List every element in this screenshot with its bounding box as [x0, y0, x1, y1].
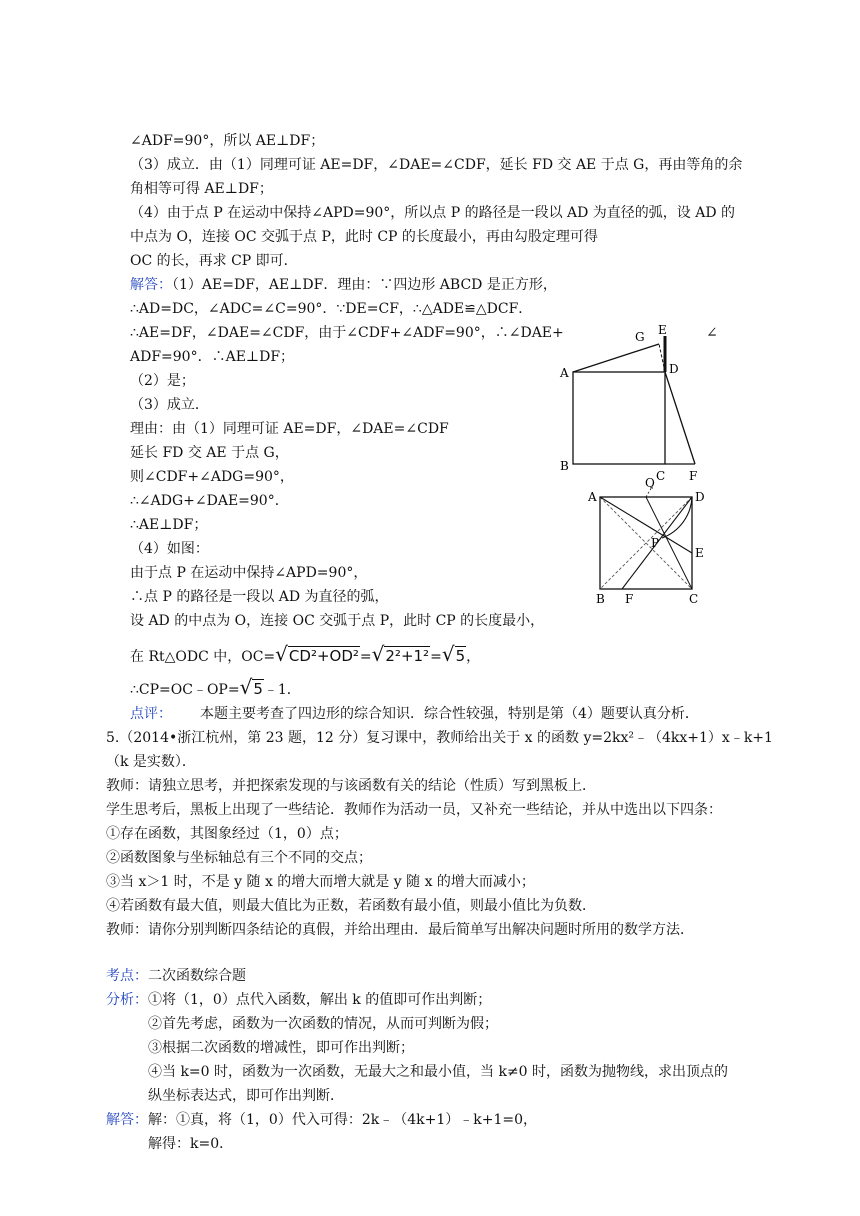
jieda-text-1: 解：①真，将（1，0）代入可得：2k﹣（4k+1）﹣k+1=0，: [148, 1112, 537, 1128]
answer-line-1: [130, 275, 557, 295]
answer-line-13: 由于点 P 在运动中保持∠APD=90°，: [130, 565, 368, 581]
fig2-label-b: B: [596, 592, 605, 606]
problem5-line-3: 教师：请独立思考，并把探索发现的与该函数有关的结论（性质）写到黑板上．: [106, 778, 596, 794]
analysis-line-6: OC 的长，再求 CP 即可．: [130, 253, 298, 269]
comment-text: 本题主要考查了四边形的综合知识．综合性较强，特别是第（4）题要认真分析．: [200, 706, 699, 722]
formula-cp-prefix: ∴CP=OC﹣OP=: [130, 682, 240, 698]
analysis-line-3: 角相等可得 AE⊥DF；: [130, 181, 273, 197]
radicand-2: 2²+1²: [385, 647, 430, 665]
formula-end: ，: [466, 649, 481, 665]
fenxi-line-4: ④当 k=0 时，函数为一次函数，无最大之和最小值，当 k≠0 时，函数为抛物线，求出顶点的: [148, 1064, 729, 1080]
comment-label: 点评：: [130, 706, 172, 722]
comment-line: [130, 704, 699, 724]
answer-line-7: 理由：由（1）同理可证 AE=DF，∠DAE=∠CDF: [130, 421, 449, 437]
analysis-line-2: （3）成立．由（1）同理可证 AE=DF，∠DAE=∠CDF，延长 FD 交 AE 于点 G，再由等角的余: [130, 157, 743, 173]
fig1-label-f: F: [689, 469, 698, 483]
fenxi-label: 分析：: [106, 992, 148, 1008]
sqrt-sign-2: √: [371, 642, 385, 666]
radicand-4: 5: [253, 680, 263, 698]
formula-cp-end: ﹣1．: [263, 682, 301, 698]
fenxi-line-2: ②首先考虑，函数为一次函数的情况，从而可判断为假；: [148, 1016, 498, 1032]
figure-square-1: [555, 320, 705, 485]
answer-line-14: ∴点 P 的路径是一段以 AD 为直径的弧，: [130, 589, 389, 605]
fig1-label-e: E: [658, 323, 667, 337]
analysis-line-4: （4）由于点 P 在运动中保持∠APD=90°，所以点 P 的路径是一段以 AD 为直径的弧，设 AD 的: [130, 205, 736, 221]
answer-line-9: 则∠CDF+∠ADG=90°，: [130, 469, 294, 485]
answer-text-1: （1）AE=DF，AE⊥DF．理由：∵四边形 ABCD 是正方形，: [172, 277, 557, 293]
kaodian-text: 二次函数综合题: [148, 968, 246, 984]
radicand-1: CD²+OD²: [288, 647, 359, 665]
fig1-label-b: B: [560, 459, 569, 473]
segment-df: [665, 372, 695, 464]
problem5-line-4: 学生思考后，黑板上出现了一些结论．教师作为活动一员，又补充一些结论，并从中选出以下四条：: [106, 802, 722, 818]
answer-formula-cp: [130, 677, 301, 700]
answer-line-5: （2）是；: [130, 373, 195, 389]
answer-line-10: ∴∠ADG+∠DAE=90°．: [130, 493, 289, 509]
radicand-3: 5: [455, 647, 466, 665]
segment-ag: [573, 344, 659, 372]
fig2-label-d: D: [695, 490, 705, 504]
fig2-label-e: E: [695, 546, 704, 560]
answer-line-3b: ∠: [706, 325, 718, 341]
answer-label: 解答：: [130, 277, 172, 293]
answer-line-11: ∴AE⊥DF；: [130, 517, 208, 533]
fig2-label-c: C: [689, 592, 699, 606]
answer-line-3a: ∴AE=DF，∠DAE=∠CDF，由于∠CDF+∠ADF=90°，∴∠DAE+: [130, 325, 564, 341]
answer-line-4: ADF=90°．∴AE⊥DF；: [130, 349, 295, 365]
analysis-line-1: ∠ADF=90°，所以 AE⊥DF；: [130, 133, 325, 149]
fig1-label-a: A: [560, 366, 569, 380]
kaodian-label: 考点：: [106, 968, 148, 984]
formula-oc-prefix: 在 Rt△ODC 中，OC=: [130, 649, 276, 665]
fenxi-line-1: [106, 990, 491, 1010]
answer-line-8: 延长 FD 交 AE 于点 G，: [130, 445, 289, 461]
problem5-line-7: ③当 x＞1 时，不是 y 随 x 的增大而增大就是 y 随 x 的增大而减小；: [106, 874, 535, 890]
jieda-line-1: [106, 1110, 537, 1130]
jieda-label: 解答：: [106, 1112, 148, 1128]
fig1-label-c: C: [656, 469, 666, 483]
formula-eq-1: =: [359, 649, 372, 665]
analysis-line-5: 中点为 O，连接 OC 交弧于点 P，此时 CP 的长度最小，再由勾股定理可得: [130, 229, 598, 245]
answer-formula-oc: [130, 644, 480, 667]
answer-line-15: 设 AD 的中点为 O，连接 OC 交弧于点 P，此时 CP 的长度最小，: [130, 613, 545, 629]
fig1-label-g: G: [635, 330, 645, 344]
problem5-line-5: ①存在函数，其图象经过（1，0）点；: [106, 826, 348, 842]
fig2-label-q: Q: [645, 476, 655, 490]
fenxi-line-3: ③根据二次函数的增减性，即可作出判断；: [148, 1040, 414, 1056]
problem5-line-8: ④若函数有最大值，则最大值比为正数，若函数有最小值，则最小值比为负数．: [106, 898, 596, 914]
fenxi-text-1: ①将（1，0）点代入函数，解出 k 的值即可作出判断；: [148, 992, 492, 1008]
kaodian-line: [106, 966, 246, 986]
answer-line-6: （3）成立．: [130, 397, 209, 413]
problem5-line-1: 5.（2014•浙江杭州，第 23 题，12 分）复习课中，教师给出关于 x 的函数 y=2kx²﹣（4kx+1）x﹣k+1: [106, 730, 773, 746]
fig2-label-p: P: [651, 536, 660, 550]
problem5-line-2: （k 是实数）．: [106, 754, 196, 770]
fig2-label-a: A: [588, 490, 597, 504]
sqrt-sign-1: √: [275, 642, 288, 666]
problem5-line-9: 教师：请你分别判断四条结论的真假，并给出理由．最后简单写出解决问题时所用的数学方法．: [106, 922, 694, 938]
problem5-line-6: ②函数图象与坐标轴总有三个不同的交点；: [106, 850, 372, 866]
sqrt-sign-3: √: [441, 642, 455, 666]
answer-line-2: ∴AD=DC，∠ADC=∠C=90°．∵DE=CF，∴△ADE≌△DCF．: [130, 301, 533, 317]
fenxi-line-5: 纵坐标表达式，即可作出判断．: [148, 1088, 344, 1104]
square-abcd-1: [573, 372, 665, 464]
formula-eq-2: =: [430, 649, 442, 665]
figure-square-2: [585, 475, 715, 610]
fig1-label-d: D: [669, 362, 679, 376]
jieda-line-2: 解得：k=0．: [148, 1136, 234, 1152]
answer-line-12: （4）如图：: [130, 541, 209, 557]
fig2-label-f: F: [625, 592, 634, 606]
segment-ae: [600, 497, 692, 553]
sqrt-sign-4: √: [239, 675, 253, 699]
